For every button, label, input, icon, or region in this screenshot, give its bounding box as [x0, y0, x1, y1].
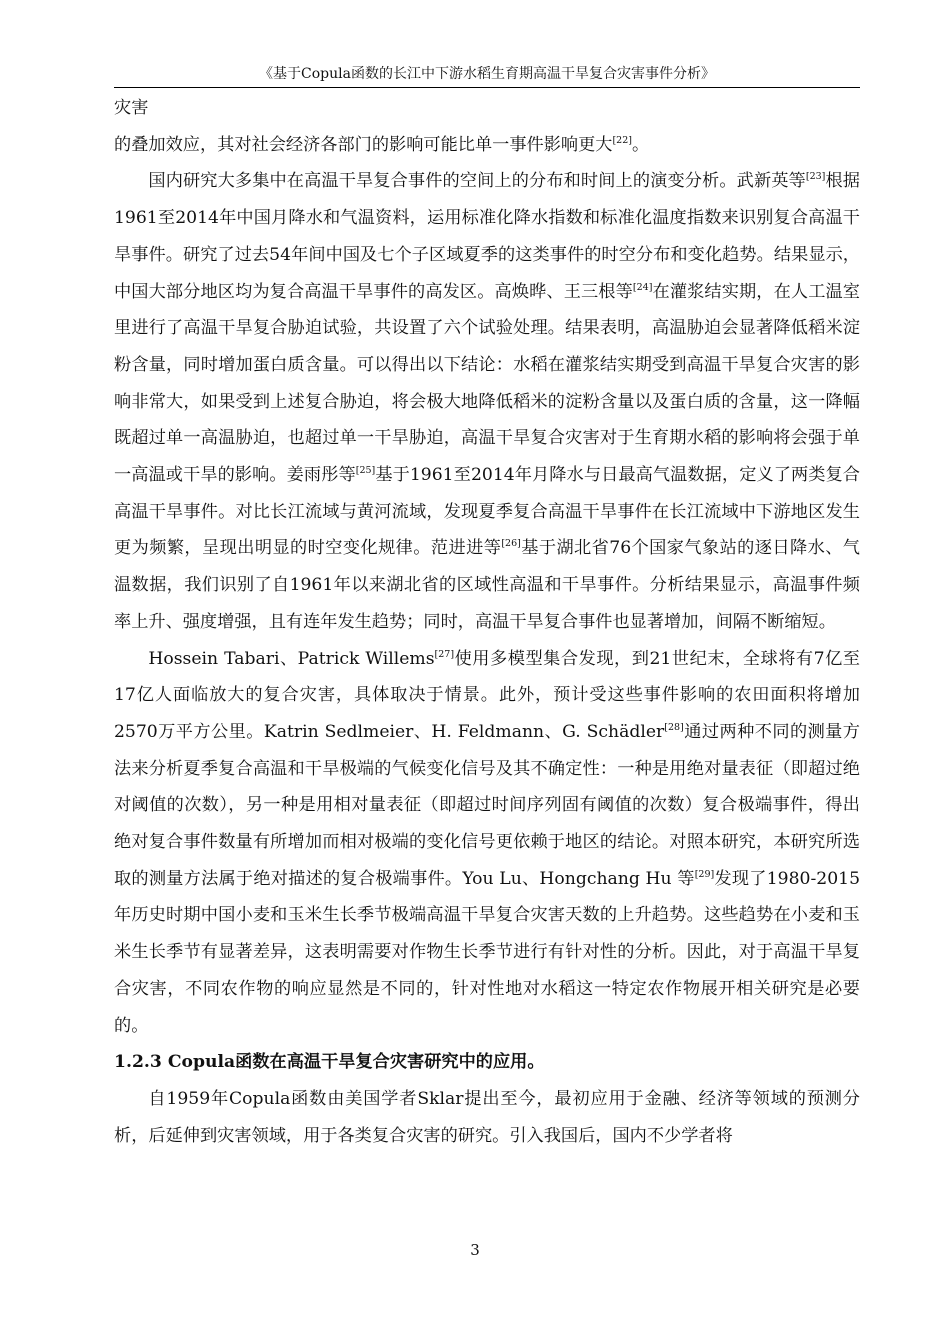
paragraph-domestic-research	[114, 163, 860, 640]
foreign-text-2: 使用多模型集合发现，到21世纪末，全球将有7亿至17亿人面临放大的复合灾害，具体取决于情景。此外，预计受这些事件影响的农田面积将增加2570万平方公里。Katrin Sedlmeier、H. Feldmann、G. Schädler	[114, 648, 860, 742]
citation-23: [23]	[805, 171, 826, 183]
paragraph-copula: 自1959年Copula函数由美国学者Sklar提出至今，最初应用于金融、经济等领域的预测分析，后延伸到灾害领域，用于各类复合灾害的研究。引入我国后，国内不少学者将	[114, 1088, 860, 1146]
domestic-text-2: 根据1961至2014年中国月降水和气温资料，运用标准化降水指数和标准化温度指数来识别复合高温干旱事件。研究了过去54年间中国及七个子区域夏季的这类事件的时空分布和变化趋势。结果显示，中国大部分地区均为复合高温干旱事件的高发区。高焕晔、王三根等	[114, 171, 860, 302]
citation-22: [22]	[612, 134, 632, 146]
section-heading: 1.2.3 Copula函数在高温干旱复合灾害研究中的应用。	[114, 1052, 545, 1073]
body-text	[114, 90, 860, 1154]
domestic-text-4: 基于1961至2014年月降水与日最高气温数据，定义了两类复合高温干旱事件。对比长江流域与黄河流域，发现夏季复合高温干旱事件在长江流域中下游地区发生更为频繁，呈现出明显的时空变化规律。范进进等	[114, 465, 860, 559]
citation-24: [24]	[632, 281, 653, 293]
foreign-text-4: 发现了1980-2015年历史时期中国小麦和玉米生长季节极端高温干旱复合灾害天数的上升趋势。这些趋势在小麦和玉米生长季节有显著差异，这表明需要对作物生长季节进行有针对性的分析。因此，对于高温干旱复合灾害，不同农作物的响应显然是不同的，针对性地对水稻这一特定农作物展开相关研究是必要的。	[114, 868, 861, 1036]
paragraph-foreign-research	[114, 641, 860, 1045]
domestic-text-5: 基于湖北省76个国家气象站的逐日降水、气温数据，我们识别了自1961年以来湖北省的区域性高温和干旱事件。分析结果显示，高温事件频率上升、强度增强，且有连年发生趋势；同时，高温干旱复合事件也显著增加，间隔不断缩短。	[114, 538, 860, 632]
continuation-tail: 。	[631, 134, 650, 155]
citation-29: [29]	[694, 868, 715, 880]
continuation-paragraph	[114, 127, 860, 164]
domestic-text-3: 在灌浆结实期，在人工温室里进行了高温干旱复合胁迫试验，共设置了六个试验处理。结果表明，高温胁迫会显著降低稻米淀粉含量，同时增加蛋白质含量。可以得出以下结论：水稻在灌浆结实期受到高温干旱复合灾害的影响非常大，如果受到上述复合胁迫，将会极大地降低稻米的淀粉含量以及蛋白质的含量，这一降幅既超过单一高温胁迫，也超过单一干旱胁迫，高温干旱复合灾害对于生育期水稻的影响将会强于单一高温或干旱的影响。姜雨彤等	[114, 281, 860, 486]
citation-25: [25]	[355, 465, 376, 477]
header-rule	[114, 87, 860, 88]
page-number: 3	[470, 1241, 480, 1259]
running-header: 《基于Copula函数的长江中下游水稻生育期高温干旱复合灾害事件分析》	[259, 66, 715, 82]
foreign-text-1: Hossein Tabari、Patrick Willems	[148, 648, 435, 669]
fragment-line: 灾害	[114, 98, 149, 118]
citation-26: [26]	[501, 538, 521, 550]
citation-27: [27]	[434, 648, 455, 660]
domestic-text-1: 国内研究大多集中在高温干旱复合事件的空间上的分布和时间上的演变分析。武新英等	[148, 171, 806, 192]
foreign-text-3: 通过两种不同的测量方法来分析夏季复合高温和干旱极端的气候变化信号及其不确定性：一种是用绝对量表征（即超过绝对阈值的次数），另一种是用相对量表征（即超过时间序列固有阈值的次数）复合极端事件，得出绝对复合事件数量有所增加而相对极端的变化信号更依赖于地区的结论。对照本研究，本研究所选取的测量方法属于绝对描述的复合极端事件。You Lu、Hongchang Hu 等	[114, 721, 860, 889]
continuation-text: 的叠加效应，其对社会经济各部门的影响可能比单一事件影响更大	[114, 134, 613, 155]
citation-28: [28]	[664, 721, 684, 733]
